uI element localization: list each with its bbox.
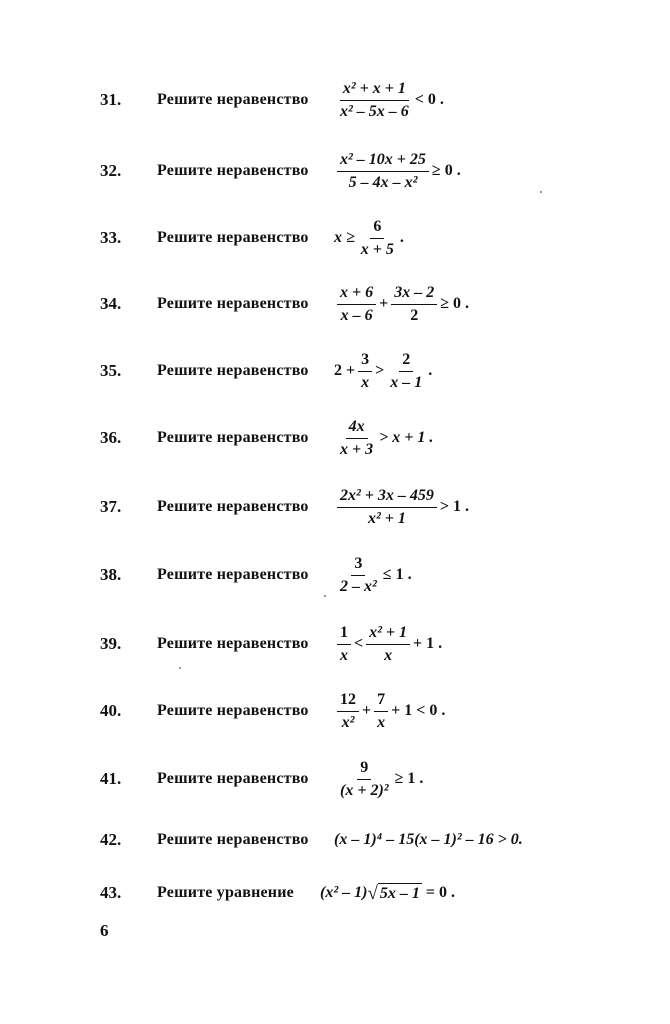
scan-speck xyxy=(179,667,181,669)
fraction xyxy=(337,284,376,325)
formula xyxy=(320,883,455,903)
problem-31 xyxy=(0,70,670,130)
numerator: 4x xyxy=(346,418,368,439)
relation: + 1 < 0 . xyxy=(391,702,446,719)
problem-number: 35. xyxy=(100,361,122,380)
problem-statement: Решите неравенство xyxy=(157,229,309,246)
problem-number: 32. xyxy=(100,161,122,180)
problem-number: 36. xyxy=(100,428,122,447)
problem-statement: Решите неравенство xyxy=(157,770,309,787)
problem-statement: Решите неравенство xyxy=(157,429,309,446)
denominator: x xyxy=(384,646,393,664)
problem-41 xyxy=(0,749,670,809)
numerator: 3 xyxy=(358,351,372,372)
denominator: 2 xyxy=(410,306,419,324)
fraction xyxy=(387,351,425,392)
fraction xyxy=(337,487,437,528)
problem-statement: Решите неравенство xyxy=(157,162,309,179)
relation: + 1 . xyxy=(413,635,443,652)
denominator: x – 1 xyxy=(390,373,423,391)
numerator: x² + x + 1 xyxy=(340,80,409,101)
expression: (x – 1)⁴ – 15(x – 1)² – 16 > 0. xyxy=(334,831,523,848)
problem-number: 38. xyxy=(100,565,122,584)
scan-speck xyxy=(324,595,326,597)
problem-38 xyxy=(0,545,670,605)
problem-statement: Решите неравенство xyxy=(157,362,309,379)
relation: = 0 . xyxy=(425,884,456,901)
problem-32 xyxy=(0,141,670,201)
numerator: 3 xyxy=(351,555,365,576)
formula xyxy=(334,418,433,459)
denominator: x xyxy=(377,713,386,731)
problem-33 xyxy=(0,208,670,268)
fraction xyxy=(358,218,397,259)
numerator: x + 6 xyxy=(337,284,376,305)
denominator: x + 5 xyxy=(360,240,394,258)
denominator: x + 3 xyxy=(340,440,374,458)
relation: . xyxy=(399,229,404,246)
problem-number: 42. xyxy=(100,830,122,849)
radical-sign-icon: √ xyxy=(367,883,378,904)
problem-statement: Решите неравенство xyxy=(157,566,309,583)
denominator: (x + 2)² xyxy=(340,781,389,799)
fraction xyxy=(337,759,392,800)
relation: . xyxy=(428,362,433,379)
operator: < xyxy=(354,635,364,652)
problem-number: 40. xyxy=(100,701,122,720)
square-root xyxy=(367,883,421,903)
problem-number: 31. xyxy=(100,90,122,109)
numerator: x² + 1 xyxy=(366,624,410,645)
lead-term: 2 + xyxy=(334,362,356,379)
problem-40 xyxy=(0,681,670,741)
denominator: 5 – 4x – x² xyxy=(348,173,418,191)
problem-42 xyxy=(0,810,670,870)
denominator: x xyxy=(340,646,348,664)
problem-36 xyxy=(0,408,670,468)
problem-number: 43. xyxy=(100,883,122,902)
denominator: 2 – x² xyxy=(340,577,377,595)
numerator: 2x² + 3x – 459 xyxy=(337,487,437,508)
fraction xyxy=(366,624,410,665)
fraction xyxy=(337,418,376,459)
denominator: x² xyxy=(341,713,355,731)
page-number: 6 xyxy=(100,921,109,940)
problem-number: 37. xyxy=(100,497,122,516)
problem-number: 34. xyxy=(100,294,122,313)
numerator: 2 xyxy=(399,351,413,372)
formula xyxy=(334,555,412,596)
denominator: x² – 5x – 6 xyxy=(340,102,409,120)
fraction xyxy=(337,151,429,192)
fraction xyxy=(358,351,372,392)
numerator: x² – 10x + 25 xyxy=(337,151,429,172)
problem-number: 39. xyxy=(100,634,122,653)
numerator: 1 xyxy=(337,624,351,645)
problem-35 xyxy=(0,341,670,401)
problem-43 xyxy=(0,863,670,923)
problem-39 xyxy=(0,614,670,674)
problem-number: 33. xyxy=(100,228,122,247)
formula xyxy=(334,80,444,121)
relation: > 1 . xyxy=(439,498,470,515)
numerator: 12 xyxy=(337,691,359,712)
problem-statement: Решите неравенство xyxy=(157,635,309,652)
operator: > xyxy=(375,362,385,379)
relation: ≥ 1 . xyxy=(394,770,424,787)
numerator: 6 xyxy=(370,218,384,239)
problem-statement: Решите уравнение xyxy=(157,884,294,901)
fraction xyxy=(337,80,412,121)
formula xyxy=(334,691,445,732)
numerator: 7 xyxy=(374,691,388,712)
problem-statement: Решите неравенство xyxy=(157,831,309,848)
formula xyxy=(334,151,461,192)
fraction xyxy=(374,691,388,732)
lead-term: (x² – 1) xyxy=(320,884,368,901)
numerator: 9 xyxy=(357,759,371,780)
lead-term: x ≥ xyxy=(334,229,355,246)
problem-34 xyxy=(0,274,670,334)
formula xyxy=(334,831,523,849)
problem-statement: Решите неравенство xyxy=(157,702,309,719)
relation: ≥ 0 . xyxy=(431,162,461,179)
scan-speck xyxy=(540,191,542,193)
problem-37 xyxy=(0,477,670,537)
problem-number: 41. xyxy=(100,769,122,788)
relation: > x + 1 . xyxy=(379,429,434,446)
relation: ≥ 0 . xyxy=(440,295,470,312)
numerator: 3x – 2 xyxy=(391,284,437,305)
denominator: x² + 1 xyxy=(368,509,406,527)
denominator: x – 6 xyxy=(340,306,373,324)
fraction xyxy=(337,555,380,596)
problem-statement: Решите неравенство xyxy=(157,498,309,515)
formula xyxy=(334,624,442,665)
operator: + xyxy=(362,702,372,719)
formula xyxy=(334,284,469,325)
formula xyxy=(334,759,423,800)
formula xyxy=(334,351,432,392)
relation: < 0 . xyxy=(414,91,444,108)
problem-statement: Решите неравенство xyxy=(157,295,309,312)
relation: ≤ 1 . xyxy=(382,566,412,583)
operator: + xyxy=(379,295,389,312)
formula xyxy=(334,487,469,528)
formula xyxy=(334,218,404,259)
fraction xyxy=(337,624,351,665)
fraction xyxy=(337,691,359,732)
problem-statement: Решите неравенство xyxy=(157,91,309,108)
denominator: x xyxy=(361,373,370,391)
radicand: 5x – 1 xyxy=(379,885,420,902)
fraction xyxy=(391,284,437,325)
